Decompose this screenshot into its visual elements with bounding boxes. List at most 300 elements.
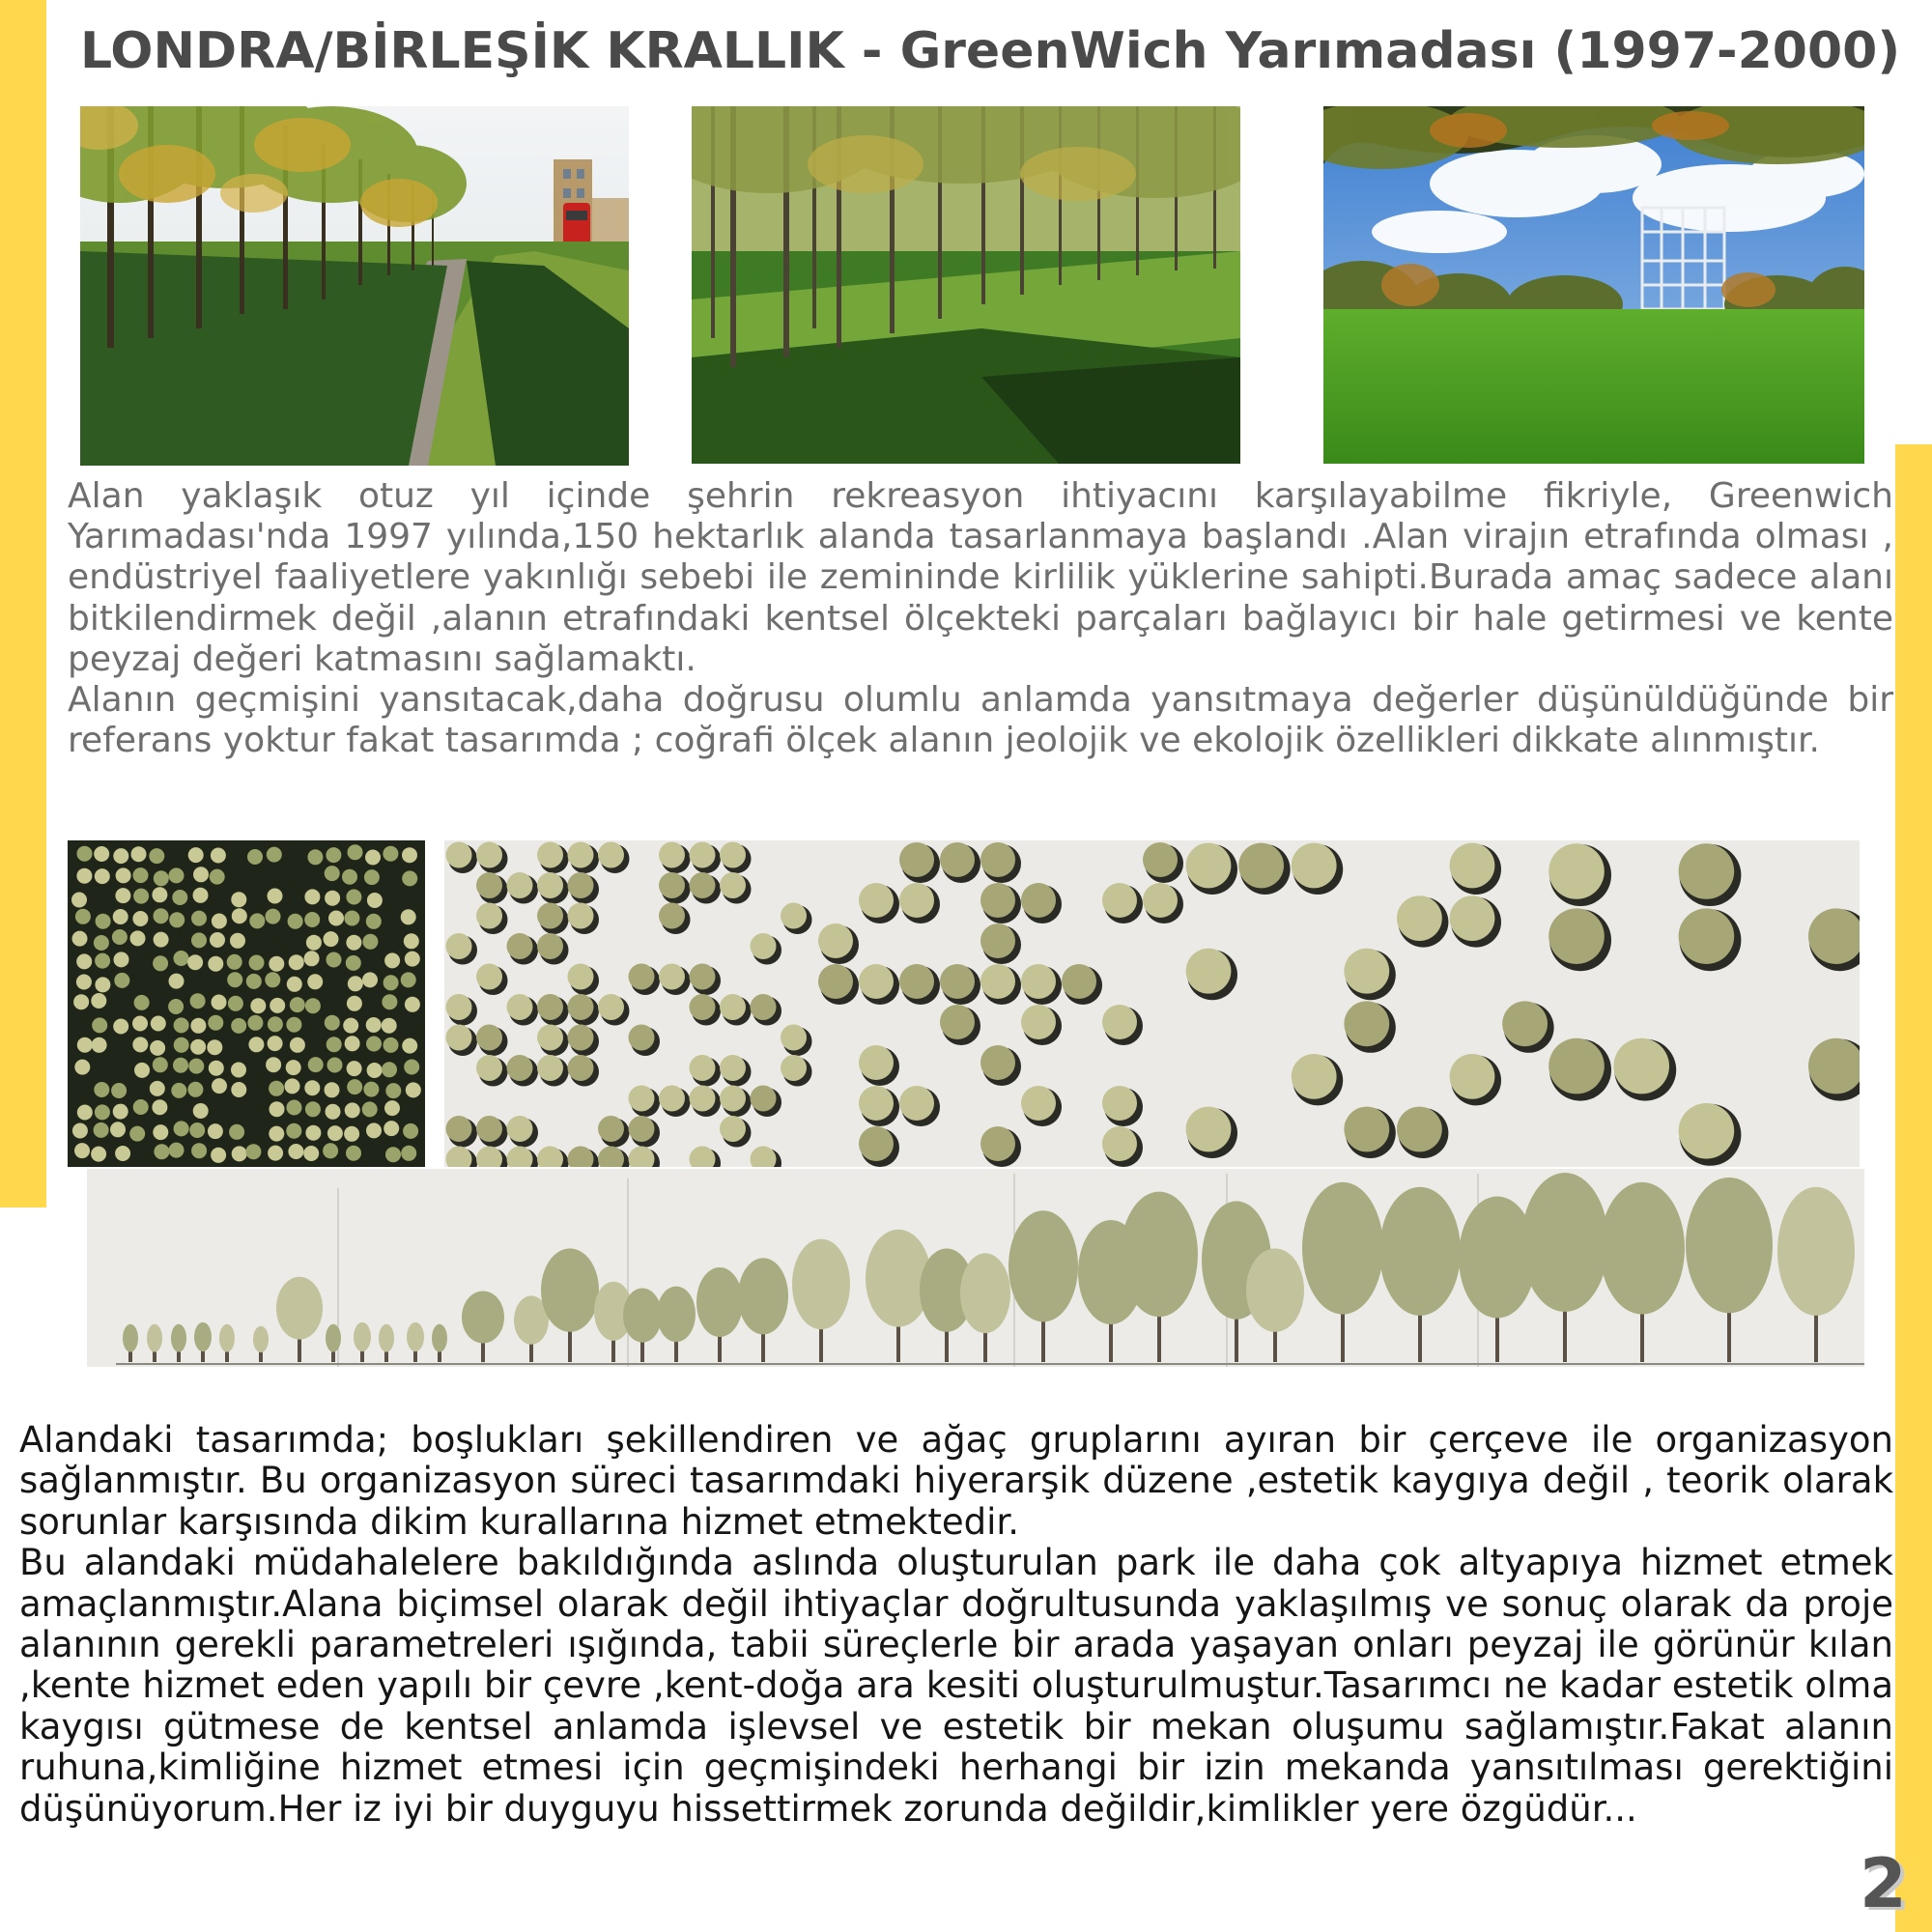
tree-canopy: [401, 972, 416, 987]
tree-canopy: [95, 868, 110, 884]
tree-canopy: [288, 914, 303, 929]
tree-canopy: [193, 867, 209, 882]
tree-canopy: [751, 933, 777, 959]
tree-canopy: [173, 1058, 188, 1073]
tree-canopy: [94, 846, 109, 862]
tree-canopy: [174, 1121, 189, 1136]
tree-canopy: [476, 872, 502, 898]
tree-canopy: [96, 914, 111, 929]
tree-canopy: [980, 1045, 1015, 1080]
tree-canopy: [366, 1017, 382, 1033]
tree-canopy: [168, 999, 184, 1014]
tree-canopy: [91, 993, 106, 1009]
tree-canopy: [720, 842, 746, 868]
tree-canopy: [1021, 964, 1056, 999]
intro-paragraph: Alan yaklaşık otuz yıl içinde şehrin rekreasyon ihtiyacını karşılayabilme fikriyle, Greenwich Yarımadası'nda 1997 yılında,150 hektarlık alanda tasarlanmaya başlandı .Alan virajın etrafında olması , endüstriyel faaliyetlere yakınlığı sebebi ile zemininde kirlilik yüklerine sahipti.Burada amaç sadece alanı bitkilendirmek değil ,alanın etrafındaki kentsel ölçekteki parçaları bağlayıcı bir hale getirmesi ve kente peyzaj değeri katmasını sağlamaktı.: [68, 476, 1893, 679]
tree-canopy: [366, 914, 382, 929]
tree-canopy: [1062, 964, 1096, 999]
tree-canopy: [690, 1055, 716, 1081]
tree-canopy: [347, 1061, 362, 1076]
tree-canopy: [1021, 1005, 1056, 1039]
tree-canopy: [1450, 895, 1495, 941]
tree-canopy: [325, 891, 340, 906]
tree-canopy: [269, 1081, 284, 1096]
tree-canopy: [1102, 1005, 1137, 1039]
tree-canopy: [286, 1017, 301, 1033]
tree-canopy: [152, 887, 167, 902]
tree-canopy: [304, 912, 320, 927]
tree-canopy: [207, 1039, 222, 1055]
tree-canopy: [1021, 1086, 1056, 1121]
tree-canopy: [231, 892, 246, 907]
tree-canopy: [507, 994, 533, 1020]
tree-canopy: [362, 1101, 378, 1117]
tree-canopy: [230, 933, 245, 949]
tree-canopy: [266, 909, 281, 924]
tree-canopy: [690, 964, 716, 990]
tree-canopy: [174, 951, 189, 966]
tree-canopy: [1679, 1103, 1735, 1159]
tree-canopy: [402, 847, 417, 863]
tree-canopy: [231, 1018, 246, 1034]
tree-canopy: [208, 956, 223, 972]
tree-canopy: [1548, 908, 1605, 964]
tree-canopy: [92, 1037, 107, 1053]
tree-canopy: [476, 842, 502, 868]
tree-canopy: [384, 1037, 399, 1053]
tree-canopy: [268, 1016, 283, 1032]
tree-canopy: [210, 932, 225, 948]
tree-canopy: [149, 848, 164, 864]
tree-canopy: [818, 964, 853, 999]
tree-canopy: [537, 842, 563, 868]
tree-canopy: [188, 847, 204, 863]
tree-canopy: [191, 911, 207, 926]
tree-canopy: [568, 903, 594, 929]
tree-canopy: [382, 1062, 397, 1077]
tree-canopy: [150, 1040, 165, 1056]
tree-canopy: [95, 953, 110, 969]
birch-grove-photo: [692, 106, 1240, 464]
tree-canopy: [364, 869, 380, 885]
tree-canopy: [190, 993, 206, 1009]
tree-canopy: [270, 998, 285, 1013]
tree-canopy: [325, 1015, 340, 1031]
tree-canopy: [1344, 949, 1389, 994]
tree-canopy: [308, 1057, 324, 1072]
tree-canopy: [1548, 1038, 1605, 1094]
tree-canopy: [446, 842, 472, 868]
tree-canopy: [859, 1045, 894, 1080]
tree-canopy: [169, 867, 185, 883]
tree-canopy: [95, 977, 110, 992]
tree-plan-density-strip: [68, 840, 1860, 1167]
tree-canopy: [306, 935, 322, 951]
tree-canopy: [212, 995, 227, 1010]
tree-canopy: [383, 846, 398, 862]
tree-canopy: [245, 1144, 261, 1159]
tree-canopy: [154, 1144, 169, 1159]
tree-canopy: [250, 998, 266, 1013]
tree-canopy: [343, 1018, 358, 1034]
tree-canopy: [476, 1025, 502, 1051]
tree-canopy: [690, 872, 716, 898]
tree-canopy: [507, 1116, 533, 1142]
tree-canopy: [72, 931, 88, 947]
tree-canopy: [598, 994, 624, 1020]
tree-canopy: [403, 1123, 418, 1139]
tree-canopy: [568, 994, 594, 1020]
tree-canopy: [325, 866, 340, 881]
tree-canopy: [382, 1018, 397, 1034]
tree-canopy: [132, 1016, 148, 1032]
tree-canopy: [269, 956, 284, 972]
tree-canopy: [568, 842, 594, 868]
tree-canopy: [720, 1055, 746, 1081]
tree-canopy: [476, 903, 502, 929]
tree-canopy: [153, 955, 168, 971]
tree-canopy: [208, 1015, 223, 1031]
tree-canopy: [1186, 843, 1232, 889]
tree-canopy: [154, 932, 169, 948]
tree-canopy: [249, 955, 265, 971]
tree-canopy: [720, 994, 746, 1020]
tree-canopy: [111, 1083, 127, 1098]
page-title: LONDRA/BİRLEŞİK KRALLIK - GreenWich Yarımadası (1997-2000): [80, 22, 1901, 80]
tree-canopy: [367, 1063, 383, 1078]
tree-canopy: [507, 872, 533, 898]
tree-canopy: [134, 995, 150, 1010]
tree-canopy: [326, 1104, 341, 1120]
tree-canopy: [1143, 842, 1178, 877]
tree-canopy: [629, 1116, 655, 1142]
tree-canopy: [153, 1124, 168, 1140]
tree-canopy: [346, 890, 361, 905]
tree-canopy: [401, 909, 416, 924]
tree-canopy: [404, 933, 419, 949]
tree-canopy: [190, 1039, 206, 1055]
tree-canopy: [114, 952, 129, 967]
tree-canopy: [659, 964, 685, 990]
tree-canopy: [1450, 1054, 1495, 1099]
tree-elevation-strip: [87, 1169, 1864, 1367]
tree-canopy: [152, 1099, 167, 1115]
tree-canopy: [191, 932, 207, 948]
tree-canopy: [113, 848, 128, 864]
tree-canopy: [384, 1100, 400, 1116]
tree-canopy: [345, 1102, 360, 1118]
tree-canopy: [268, 1146, 283, 1161]
tree-canopy: [327, 1037, 342, 1052]
tree-canopy: [171, 1083, 186, 1098]
tree-canopy: [818, 923, 853, 958]
body-text: [19, 1420, 1893, 1830]
tree-canopy: [231, 1063, 246, 1078]
tree-canopy: [629, 1086, 655, 1112]
tree-canopy: [266, 1057, 281, 1072]
tree-canopy: [247, 1015, 263, 1031]
tree-canopy: [859, 964, 894, 999]
tree-canopy: [113, 1104, 128, 1120]
tree-canopy: [781, 903, 807, 929]
tree-canopy: [77, 846, 93, 862]
tree-canopy: [1186, 1107, 1232, 1152]
tree-canopy: [659, 872, 685, 898]
tree-canopy: [229, 1124, 244, 1140]
tree-canopy: [1102, 1126, 1137, 1161]
tree-canopy: [130, 930, 146, 946]
tree-canopy: [212, 914, 227, 929]
tree-canopy: [248, 1037, 264, 1052]
tree-canopy: [323, 1143, 338, 1158]
tree-canopy: [446, 1025, 472, 1051]
tree-canopy: [940, 964, 975, 999]
tree-canopy: [940, 1005, 975, 1039]
tree-canopy: [568, 964, 594, 990]
tree-canopy: [94, 1122, 109, 1138]
tree-canopy: [268, 1036, 283, 1051]
tree-canopy: [112, 929, 128, 945]
tree-canopy: [193, 888, 209, 903]
tree-canopy: [328, 911, 344, 926]
tree-canopy: [720, 1116, 746, 1142]
tree-canopy: [71, 893, 87, 908]
accent-bar-left: [0, 0, 46, 1208]
tree-canopy: [113, 909, 128, 924]
tree-canopy: [190, 1018, 206, 1034]
tree-canopy: [537, 1025, 563, 1051]
tree-canopy: [899, 883, 934, 918]
open-lawn-gasholder-photo: [1323, 106, 1864, 464]
tree-canopy: [980, 1126, 1015, 1161]
tree-canopy: [476, 964, 502, 990]
tree-canopy: [174, 1017, 189, 1033]
tree-canopy: [1397, 1107, 1442, 1152]
tree-canopy: [1397, 895, 1442, 941]
tree-canopy: [476, 1055, 502, 1081]
tree-canopy: [1548, 843, 1605, 899]
tree-canopy: [113, 1019, 128, 1035]
tree-canopy: [405, 997, 420, 1012]
tree-canopy: [327, 952, 342, 968]
tree-canopy: [228, 996, 243, 1011]
tree-canopy: [781, 1055, 807, 1081]
tree-canopy: [187, 1082, 203, 1097]
tree-canopy: [1102, 1086, 1137, 1121]
tree-canopy: [720, 1086, 746, 1112]
tree-canopy: [249, 913, 265, 928]
tree-canopy: [269, 1126, 284, 1142]
tree-canopy: [366, 1122, 382, 1138]
tree-canopy: [307, 849, 323, 865]
tree-canopy: [859, 1126, 894, 1161]
tree-canopy: [187, 954, 203, 970]
tree-canopy: [327, 1125, 343, 1141]
tree-canopy: [305, 998, 321, 1013]
tree-canopy: [265, 972, 280, 987]
tree-canopy: [169, 912, 185, 927]
tree-canopy: [1679, 908, 1735, 964]
tree-canopy: [304, 951, 320, 966]
tree-canopy: [1021, 883, 1056, 918]
tree-canopy: [211, 1148, 226, 1163]
tree-canopy: [659, 842, 685, 868]
tree-canopy: [344, 1126, 359, 1142]
tree-canopy: [446, 933, 472, 959]
tree-canopy: [287, 977, 302, 992]
tree-canopy: [365, 850, 381, 866]
tree-canopy: [114, 973, 129, 988]
tree-canopy: [304, 889, 320, 904]
tree-canopy: [212, 1078, 227, 1094]
tree-canopy: [189, 1122, 205, 1138]
tree-canopy: [303, 1146, 319, 1161]
tree-canopy: [690, 1086, 716, 1112]
tree-canopy: [401, 1146, 416, 1161]
tree-canopy: [382, 994, 397, 1009]
tree-canopy: [367, 893, 383, 908]
tree-canopy: [629, 1025, 655, 1051]
tree-canopy: [362, 934, 378, 950]
tree-canopy: [347, 996, 362, 1011]
tree-canopy: [290, 1037, 305, 1053]
tree-canopy: [231, 1082, 246, 1097]
tree-canopy: [537, 994, 563, 1020]
tree-canopy: [344, 911, 359, 926]
tree-canopy: [507, 1055, 533, 1081]
tree-canopy: [227, 954, 242, 970]
tree-canopy: [568, 1025, 594, 1051]
tree-canopy: [246, 974, 262, 989]
tree-canopy: [659, 1086, 685, 1112]
tree-canopy: [74, 1060, 90, 1075]
tree-canopy: [1613, 1038, 1669, 1094]
tree-canopy: [366, 1037, 382, 1052]
tree-canopy: [110, 1122, 126, 1137]
tree-canopy: [172, 890, 187, 905]
tree-canopy: [345, 1036, 360, 1051]
tree-canopy: [154, 908, 169, 923]
tree-canopy: [288, 1144, 303, 1159]
tree-canopy: [92, 1017, 107, 1033]
tree-canopy: [75, 909, 91, 924]
tree-canopy: [1344, 1107, 1389, 1152]
tree-canopy: [247, 849, 263, 865]
tree-canopy: [980, 964, 1015, 999]
tree-canopy: [153, 1057, 168, 1072]
tree-canopy: [781, 1025, 807, 1051]
tree-canopy: [384, 1121, 399, 1136]
tree-canopy: [751, 994, 777, 1020]
tree-canopy: [507, 933, 533, 959]
tree-canopy: [659, 903, 685, 929]
tree-canopy: [347, 1079, 362, 1094]
tree-canopy: [115, 1146, 130, 1161]
tree-canopy: [446, 994, 472, 1020]
tree-canopy: [1102, 883, 1137, 918]
tree-canopy: [304, 1080, 320, 1095]
tree-canopy: [73, 994, 89, 1009]
tree-canopy: [980, 923, 1015, 958]
tree-canopy: [405, 952, 420, 967]
tree-canopy: [77, 1105, 93, 1121]
tree-canopy: [286, 1123, 301, 1139]
tree-canopy: [899, 842, 934, 877]
tree-canopy: [290, 997, 305, 1012]
tree-canopy: [325, 1082, 340, 1097]
tree-canopy: [342, 869, 357, 885]
tree-canopy: [287, 1100, 302, 1116]
tree-canopy: [115, 888, 130, 903]
tree-canopy: [1292, 843, 1337, 889]
tree-canopy: [95, 1104, 110, 1120]
tree-canopy: [899, 964, 934, 999]
tree-canopy: [268, 889, 283, 904]
tree-canopy: [227, 972, 242, 987]
tree-canopy: [348, 844, 363, 860]
tree-canopy: [537, 1055, 563, 1081]
tree-canopy: [1344, 1001, 1389, 1046]
tree-canopy: [1502, 1001, 1548, 1046]
tree-canopy: [232, 908, 247, 923]
tree-canopy: [1292, 1054, 1337, 1099]
tree-canopy: [270, 1101, 285, 1117]
tree-canopy: [169, 1143, 185, 1158]
tree-canopy: [193, 1103, 209, 1119]
tree-canopy: [1143, 883, 1178, 918]
tree-canopy: [899, 1086, 934, 1121]
tree-canopy: [289, 954, 304, 970]
tree-canopy: [568, 872, 594, 898]
tree-canopy: [537, 872, 563, 898]
tree-lined-path-photo: [80, 106, 629, 466]
tree-canopy: [305, 1125, 321, 1141]
tree-canopy: [305, 1101, 321, 1117]
tree-canopy: [980, 883, 1015, 918]
tree-canopy: [131, 846, 147, 862]
tree-canopy: [348, 976, 363, 991]
tree-canopy: [537, 933, 563, 959]
tree-canopy: [324, 931, 339, 947]
tree-canopy: [133, 1099, 149, 1115]
tree-canopy: [76, 868, 92, 884]
tree-canopy: [598, 1116, 624, 1142]
tree-canopy: [385, 1083, 401, 1098]
tree-canopy: [174, 1037, 189, 1053]
tree-canopy: [154, 870, 169, 886]
tree-canopy: [537, 903, 563, 929]
tree-canopy: [76, 975, 92, 990]
tree-canopy: [690, 842, 716, 868]
tree-canopy: [568, 1055, 594, 1081]
tree-canopy: [132, 911, 148, 926]
tree-canopy: [91, 1147, 106, 1162]
tree-canopy: [134, 1063, 150, 1078]
tree-canopy: [191, 1143, 207, 1158]
tree-canopy: [362, 972, 378, 987]
tree-canopy: [720, 872, 746, 898]
tree-canopy: [363, 1082, 379, 1097]
tree-canopy: [209, 1061, 224, 1076]
tree-canopy: [150, 1081, 165, 1096]
tree-canopy: [402, 1038, 417, 1054]
tree-canopy: [286, 1060, 301, 1075]
tree-canopy: [402, 870, 417, 886]
tree-canopy: [980, 842, 1015, 877]
tree-canopy: [210, 869, 225, 885]
tree-canopy: [211, 848, 226, 864]
tree-canopy: [129, 1126, 145, 1142]
